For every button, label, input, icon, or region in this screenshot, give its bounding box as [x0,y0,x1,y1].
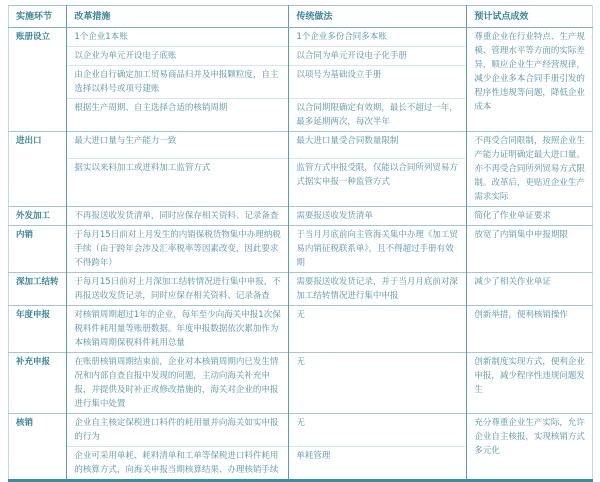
stage-cell: 外发加工 [9,207,67,226]
header-traditional: 传统做法 [289,6,467,28]
traditional-cell: 最大进口量受合同数量限制 [289,132,467,159]
reform-cell: 于每月15日前对上月发生的内销保税货物集中办理纳税手续（由于跨年会涉及汇率税率等因素改变，因此要求不得跨年） [67,226,289,273]
reform-cell: 据实以来料加工或进料加工监管方式 [67,159,289,207]
effect-cell: 减少了相关作业单证 [467,273,593,306]
table-row [9,28,593,47]
reform-cell: 对核销周期超过1年的企业，每年至少向海关申报1次保税料件耗用量等账册数据。年度申报数据依次累加作为本核销周期保税料件耗用总量 [67,306,289,353]
stage-cell: 账册设立 [9,28,67,132]
reform-cell: 企业自主核定保税进口料件的耗用量并向海关如实申报的行为 [67,414,289,447]
traditional-cell: 无 [289,414,467,447]
effect-cell: 创新制度实现方式，便利企业申报，减少程序性违规问题发生 [467,353,593,414]
traditional-cell: 需要报送收发货清单 [289,207,467,226]
traditional-cell: 以合同期限确定有效期，最长不超过一年，最多延期两次，每次半年 [289,99,467,132]
traditional-cell: 监管方式申报受限，仅能以合同所列贸易方式据实申报一种监管方式 [289,159,467,207]
reform-cell: 于每月15日前对上月深加工结转情况进行集中申报，不再报送收发货记录，同时应保存相关资料、记录备查 [67,273,289,306]
effect-cell: 尊重企业在行业特点、生产规模、管理水平等方面的实际差异，顺应企业生产经营规律，减少企业多本合同手册引发的程序性违规等问题，降低企业成本 [467,28,593,132]
table-row [9,353,593,414]
stage-cell: 年度申报 [9,306,67,353]
traditional-cell: 单耗管理 [289,447,467,481]
traditional-cell: 以项号为基础设立手册 [289,66,467,99]
table-row [9,414,593,447]
reform-cell: 最大进口量与生产能力一致 [67,132,289,159]
header-effect: 预计试点成效 [467,6,593,28]
effect-cell: 创新举措，便利核销操作 [467,306,593,353]
comparison-table [8,5,593,482]
reform-cell: 不再报送收发货清单，同时应保存相关资料、记录备查 [67,207,289,226]
stage-cell: 深加工结转 [9,273,67,306]
stage-cell: 进出口 [9,132,67,207]
traditional-cell: 1个企业多份合同多本账 [289,28,467,47]
effect-cell: 充分尊重企业生产实际，允许企业自主核报，实现核销方式多元化 [467,414,593,481]
traditional-cell: 无 [289,353,467,414]
reform-cell: 由企业自行确定加工贸易商品归并及申报颗粒度，自主选择以料号或项号建账 [67,66,289,99]
reform-cell: 企业可采用单耗、耗料清单和工单等保税进口料件耗用的核算方式，向海关申报当期核算结果、办理核销手续 [67,447,289,481]
table-row [9,306,593,353]
reform-cell: 在账册核销周期结束前，企业对本核销周期内已发生情况和内部自查自报中发现的问题，主动向海关补充申报，并提供及时补正或修改措施的，海关对企业的申报进行集中处置 [67,353,289,414]
traditional-cell: 于当月月底前向主管海关集中办理《加工贸易内销征税联系单》，且不得超过手册有效期 [289,226,467,273]
effect-cell: 简化了作业单证要求 [467,207,593,226]
table-row [9,207,593,226]
reform-cell: 1个企业1本账 [67,28,289,47]
stage-cell: 补充申报 [9,353,67,414]
reform-cell: 根据生产周期、自主选择合适的核销周期 [67,99,289,132]
effect-cell: 不再受合同限制，按照企业生产能力证明确定最大进口量。亦不再受合同所列贸易方式限制。改革后，更贴近企业生产需求实际 [467,132,593,207]
header-stage: 实施环节 [9,6,67,28]
traditional-cell: 需要报送收发货记录，并于当月月底前对深加工结转情况进行集中申报 [289,273,467,306]
stage-cell: 内销 [9,226,67,273]
table-row [9,132,593,159]
table-row [9,273,593,306]
table-row [9,226,593,273]
header-row [9,6,593,28]
stage-cell: 核销 [9,414,67,481]
traditional-cell: 以合同为单元开设电子化手册 [289,47,467,66]
reform-cell: 以企业为单元开设电子底账 [67,47,289,66]
header-reform: 改革措施 [67,6,289,28]
effect-cell: 放宽了内销集中申报期限 [467,226,593,273]
traditional-cell: 无 [289,306,467,353]
